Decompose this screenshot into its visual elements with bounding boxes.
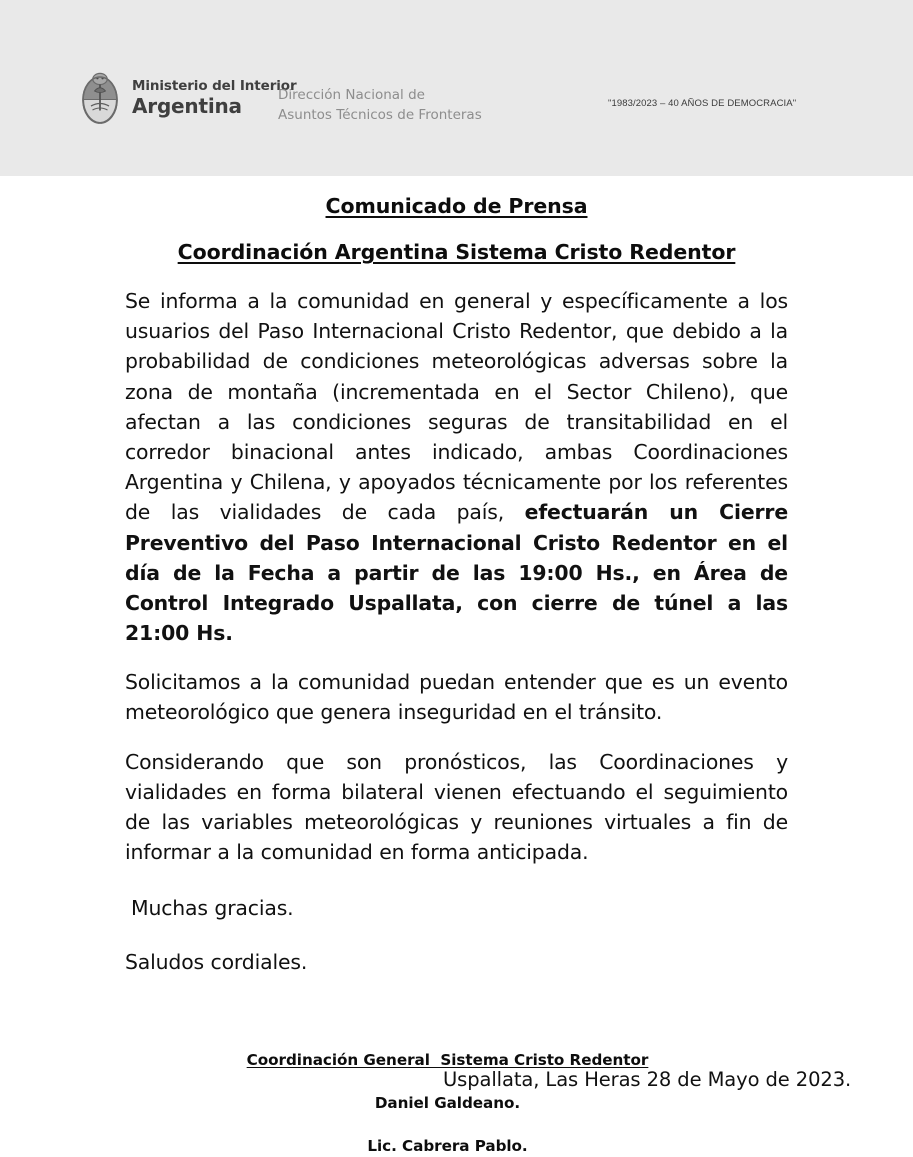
signature-coordination-header: Coordinación General Sistema Cristo Redentor [246, 1050, 649, 1069]
argentina-coat-of-arms-icon [78, 68, 122, 128]
democracy-anniversary-slogan: "1983/2023 – 40 AÑOS DE DEMOCRACIA" [608, 98, 797, 109]
signature-name-primary: Daniel Galdeano. [374, 1093, 521, 1112]
header-band [0, 0, 913, 176]
paragraph-1-normal-text: Se informa a la comunidad en general y específicamente a los usuarios del Paso Internacional Cristo Redentor, que debido a la probabilidad de condiciones meteorológicas adversas sobre la zona de montaña (incrementada en el Sector Chileno), que afectan a las condiciones seguras de transitabilidad en el corredor binacional antes indicado, ambas Coordinaciones Argentina y Chilena, y apoyados técnicamente por los referentes de las vialidades de cada país, [125, 289, 788, 525]
department-line-1: Dirección Nacional de [278, 87, 425, 103]
ministry-name: Ministerio del Interior [132, 77, 297, 94]
page-subtitle: Coordinación Argentina Sistema Cristo Redentor [177, 240, 736, 264]
document-body [0, 176, 913, 1155]
ministry-brand [78, 68, 297, 128]
document-text [125, 264, 788, 977]
department-title [278, 86, 482, 125]
thanks-line: Muchas gracias. [131, 896, 294, 921]
document-date-line: Uspallata, Las Heras 28 de Mayo de 2023. [443, 1068, 852, 1091]
header-content [78, 68, 838, 138]
paragraph-closure-notice [125, 286, 788, 648]
paragraph-forecast-monitoring: Considerando que son pronósticos, las Coordinaciones y vialidades en forma bilateral vienen efectuando el seguimiento de las variables meteorológicas y reuniones virtuales a fin de informar a la comunidad en forma anticipada. [125, 749, 788, 865]
paragraph-request-understanding: Solicitamos a la comunidad puedan entender que es un evento meteorológico que genera inseguridad en el tránsito. [125, 670, 788, 725]
department-line-2: Asuntos Técnicos de Fronteras [278, 106, 482, 123]
signature-block [125, 977, 788, 1155]
country-name: Argentina [132, 93, 242, 118]
paragraph-1-bold-text: efectuarán un Cierre Preventivo del Paso Internacional Cristo Redentor en el día de la Fecha a partir de las 19:00 Hs., en Área de Control Integrado Uspallata, con cierre de túnel a las 21:00 Hs. [125, 500, 789, 646]
signature-name-secondary: Lic. Cabrera Pablo. [367, 1136, 528, 1155]
ministry-brand-text [132, 79, 297, 118]
regards-line: Saludos cordiales. [125, 949, 308, 974]
document-titles [0, 176, 913, 264]
page-title: Comunicado de Prensa [325, 194, 588, 218]
